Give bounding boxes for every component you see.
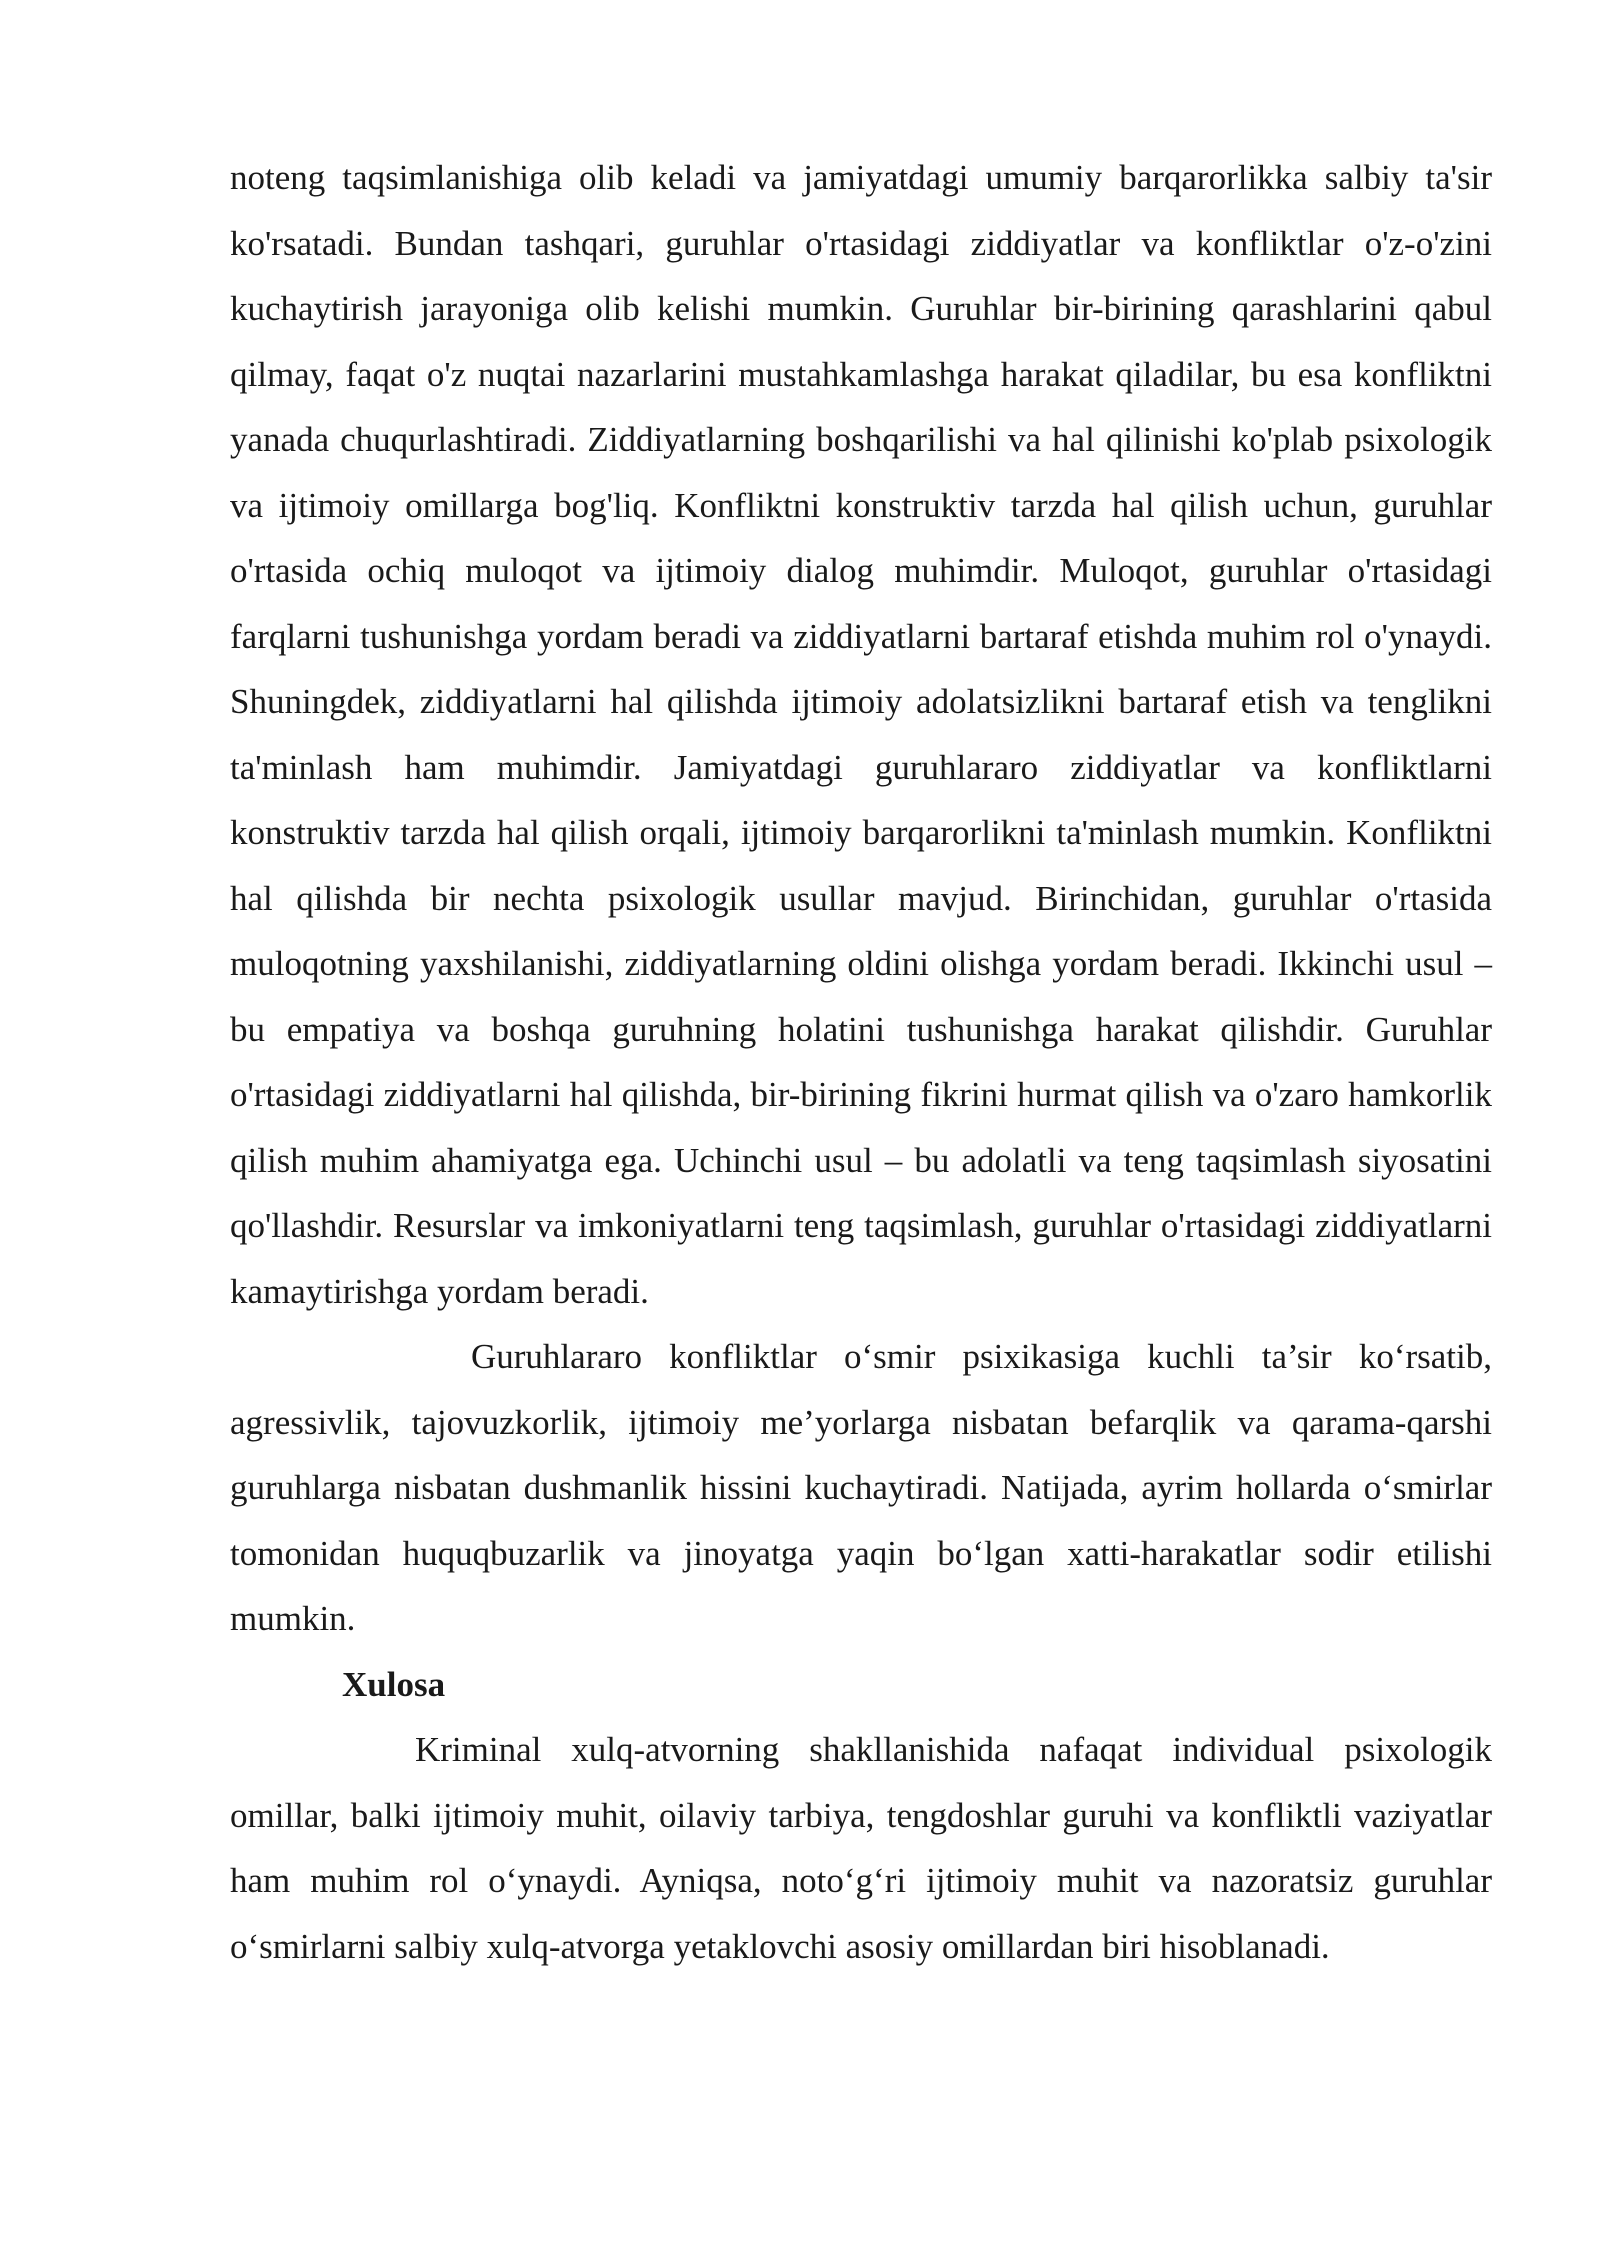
paragraph-adolescent-conflicts: Guruhlararo konfliktlar o‘smir psixikasiga kuchli ta’sir ko‘rsatib, agressivlik, tajovuzkorlik, ijtimoiy me’yorlarga nisbatan befarqlik va qarama-qarshi guruhlarga nisbatan dushmanlik hissini kuchaytiradi. Natijada, ayrim hollarda o‘smirlar tomonidan huquqbuzarlik va jinoyatga yaqin bo‘lgan xatti-harakatlar sodir etilishi mumkin. — [230, 1337, 1492, 1638]
section-heading-conclusion: Xulosa — [342, 1664, 446, 1704]
document-body — [230, 145, 1492, 1979]
paragraph-conclusion: Kriminal xulq-atvorning shakllanishida nafaqat individual psixologik omillar, balki ijtimoiy muhit, oilaviy tarbiya, tengdoshlar guruhi va konfliktli vaziyatlar ham muhim rol o‘ynaydi. Ayniqsa, noto‘g‘ri ijtimoiy muhit va nazoratsiz guruhlar o‘smirlarni salbiy xulq-atvorga yetaklovchi asosiy omillardan biri hisoblanadi. — [230, 1730, 1492, 1966]
paragraph-conflict-resolution: noteng taqsimlanishiga olib keladi va jamiyatdagi umumiy barqarorlikka salbiy ta'sir ko'rsatadi. Bundan tashqari, guruhlar o'rtasidagi ziddiyatlar va konfliktlar o'z-o'zini kuchaytirish jarayoniga olib kelishi mumkin. Guruhlar bir-birining qarashlarini qabul qilmay, faqat o'z nuqtai nazarlarini mustahkamlashga harakat qiladilar, bu esa konfliktni yanada chuqurlashtiradi. Ziddiyatlarning boshqarilishi va hal qilinishi ko'plab psixologik va ijtimoiy omillarga bog'liq. Konfliktni konstruktiv tarzda hal qilish uchun, guruhlar o'rtasida ochiq muloqot va ijtimoiy dialog muhimdir. Muloqot, guruhlar o'rtasidagi farqlarni tushunishga yordam beradi va ziddiyatlarni bartaraf etishda muhim rol o'ynaydi. Shuningdek, ziddiyatlarni hal qilishda ijtimoiy adolatsizlikni bartaraf etish va tenglikni ta'minlash ham muhimdir. Jamiyatdagi guruhlararo ziddiyatlar va konfliktlarni konstruktiv tarzda hal qilish orqali, ijtimoiy barqarorlikni ta'minlash mumkin. Konfliktni hal qilishda bir nechta psixologik usullar mavjud. Birinchidan, guruhlar o'rtasida muloqotning yaxshilanishi, ziddiyatlarning oldini olishga yordam beradi. Ikkinchi usul – bu empatiya va boshqa guruhning holatini tushunishga harakat qilishdir. Guruhlar o'rtasidagi ziddiyatlarni hal qilishda, bir-birining fikrini hurmat qilish va o'zaro hamkorlik qilish muhim ahamiyatga ega. Uchinchi usul – bu adolatli va teng taqsimlash siyosatini qo'llashdir. Resurslar va imkoniyatlarni teng taqsimlash, guruhlar o'rtasidagi ziddiyatlarni kamaytirishga yordam beradi. — [230, 158, 1492, 1311]
